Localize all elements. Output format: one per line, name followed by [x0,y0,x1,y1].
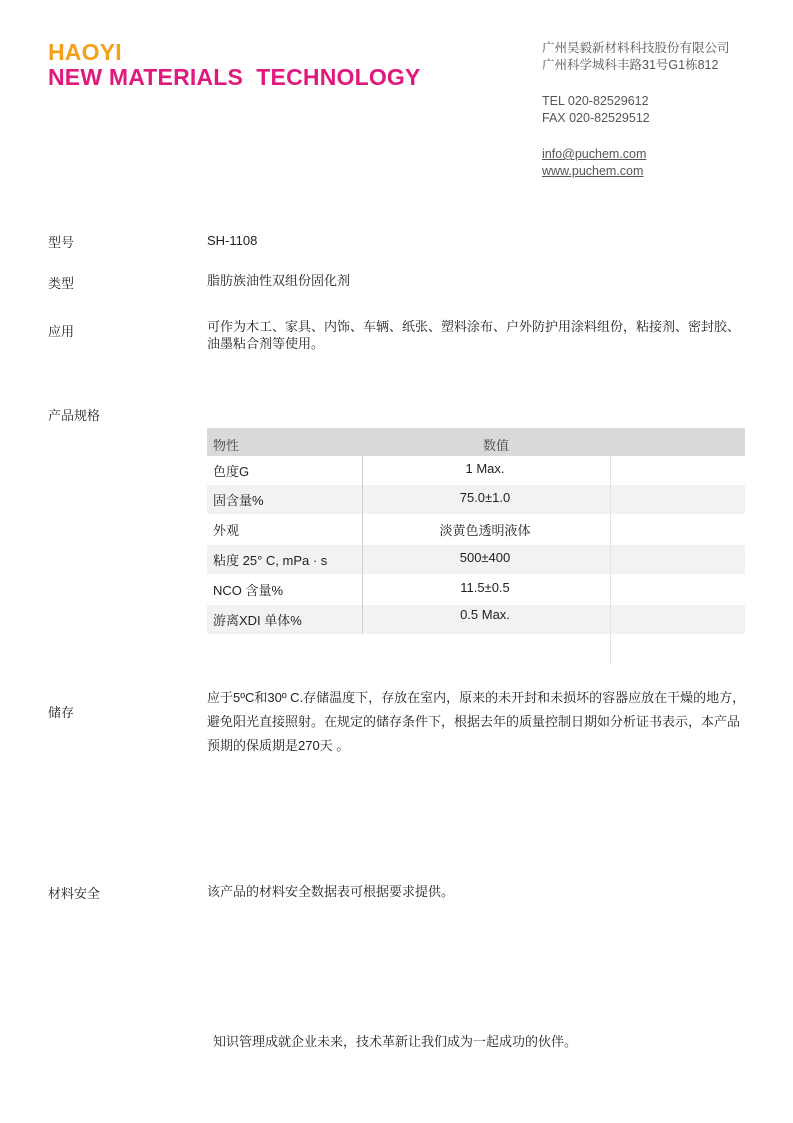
email-link[interactable]: info@puchem.com [542,147,647,161]
property-cell: 外观 [213,523,240,538]
safety-value: 该产品的材料安全数据表可根据要求提供。 [207,884,455,899]
footer-slogan: 知识管理成就企业未来，技术革新让我们成为一起成功的伙伴。 [213,1034,578,1049]
brand-logo [48,40,421,90]
property-cell: 游离XDI 单体% [213,613,302,628]
value-cell: 1 Max. [465,461,505,476]
column-divider [362,456,363,634]
type-label: 类型 [48,276,75,291]
website-link[interactable]: www.puchem.com [542,164,644,178]
table-row [207,575,745,604]
table-row [207,605,745,634]
application-value: 可作为木工、家具、内饰、车辆、纸张、塑料涂布、户外防护用涂料组份，粘接剂、密封胶、油墨粘合剂等使用。 [207,319,741,351]
safety-label: 材料安全 [48,886,101,901]
contact-block [542,40,730,180]
table-row [207,485,745,514]
brand-line-2: NEW MATERIALS TECHNOLOGY [48,64,421,90]
value-cell: 淡黄色透明液体 [439,523,531,538]
spec-table-header [207,428,745,456]
storage-value: 应于5ºC和30º C.存储温度下，存放在室内，原来的未开封和未损坏的容器应放在干燥的地方，避免阳光直接照射。在规定的储存条件下，根据去年的质量控制日期如分析证书表示，本产品预期的保质期是270天 。 [207,690,746,753]
spec-label: 产品规格 [48,408,101,423]
value-cell: 0.5 Max. [460,607,510,622]
model-value: SH-1108 [207,233,258,248]
company-name: 广州昊毅新材料科技股份有限公司 [542,41,730,55]
type-value: 脂肪族油性双组份固化剂 [207,273,351,288]
telephone: TEL 020-82529612 [542,94,649,108]
value-cell: 75.0±1.0 [459,490,511,505]
brand-line-1: HAOYI [48,39,122,65]
value-cell: 11.5±0.5 [460,580,510,595]
header-value: 数值 [483,438,510,453]
fax: FAX 020-82529512 [542,111,650,125]
table-row [207,515,745,544]
company-address: 广州科学城科丰路31号G1栋812 [542,58,719,72]
property-cell: NCO 含量% [213,583,284,598]
property-cell: 色度G [213,464,250,479]
value-cell: 500±400 [459,550,511,565]
storage-label: 储存 [48,705,75,720]
table-row [207,456,745,485]
header-property: 物性 [213,438,240,453]
model-label: 型号 [48,235,75,250]
table-row [207,545,745,574]
column-divider [610,456,611,664]
application-label: 应用 [48,324,75,339]
property-cell: 固含量% [213,493,264,508]
property-cell: 粘度 25° C, mPa · s [213,553,328,568]
